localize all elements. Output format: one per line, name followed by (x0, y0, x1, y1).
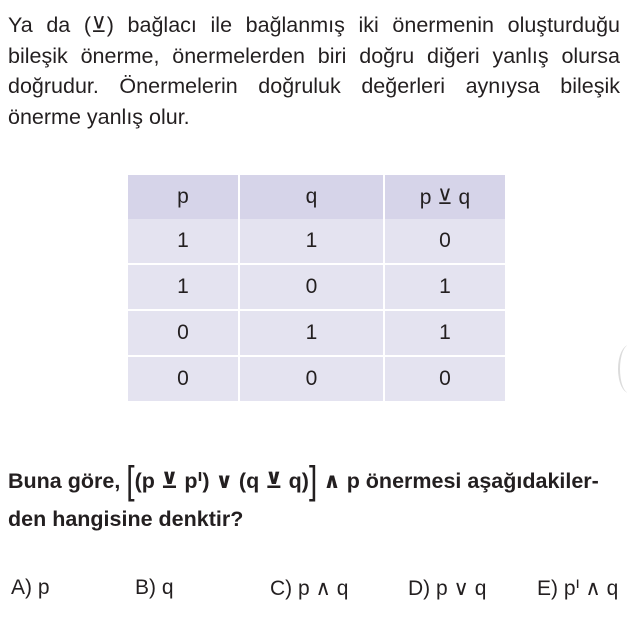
question-line-2: den hangisine denktir? (8, 507, 244, 531)
close-bracket: ] (308, 459, 318, 503)
open-bracket: [ (126, 459, 135, 503)
header-q: q (240, 175, 385, 219)
table-row (128, 357, 505, 401)
question-suffix: ∧ p önermesi aşağıdakiler- (323, 469, 599, 493)
option-e[interactable]: E) pᑊ ∧ q (537, 577, 619, 600)
intro-line-2: bileşik önerme, önermelerden biri doğru diğeri yanlış olursa (8, 43, 620, 68)
table-cell: 1 (128, 265, 240, 311)
header-p: p (128, 175, 240, 219)
intro-paragraph (8, 10, 620, 132)
answer-options (11, 576, 621, 606)
table-cell: 1 (128, 219, 240, 265)
table-cell: 0 (385, 219, 505, 265)
table-cell: 1 (240, 219, 385, 265)
table-cell: 0 (128, 357, 240, 401)
option-b[interactable]: B) q (135, 576, 174, 599)
question-text (8, 459, 623, 538)
intro-line-3: doğrudur. Önermelerin doğruluk değerleri aynıysa bileşik (8, 74, 620, 98)
table-row (128, 265, 505, 311)
table-row (128, 311, 505, 357)
table-cell: 0 (128, 311, 240, 357)
option-c[interactable]: C) p ∧ q (270, 577, 349, 600)
intro-line-4: önerme yanlış olur. (8, 104, 190, 129)
table-row (128, 219, 505, 265)
table-cell: 1 (240, 311, 385, 357)
question-expression: (p ⊻ pᑊ) ∨ (q ⊻ q) (134, 469, 309, 493)
option-d[interactable]: D) p ∨ q (408, 577, 487, 600)
question-prefix: Buna göre, (8, 469, 121, 493)
intro-line-1: Ya da (⊻) bağlacı ile bağlanmış iki önermenin oluşturduğu (8, 13, 620, 37)
table-cell: 0 (240, 357, 385, 401)
table-cell: 1 (385, 265, 505, 311)
option-a[interactable]: A) p (11, 576, 50, 599)
table-cell: 0 (439, 367, 451, 390)
page-edge-decoration (618, 345, 627, 393)
header-p-xor-q: p ⊻ q (385, 175, 505, 219)
table-header-row (128, 175, 505, 219)
truth-table (128, 175, 505, 401)
table-cell: 1 (385, 311, 505, 357)
table-cell: 0 (240, 265, 385, 311)
